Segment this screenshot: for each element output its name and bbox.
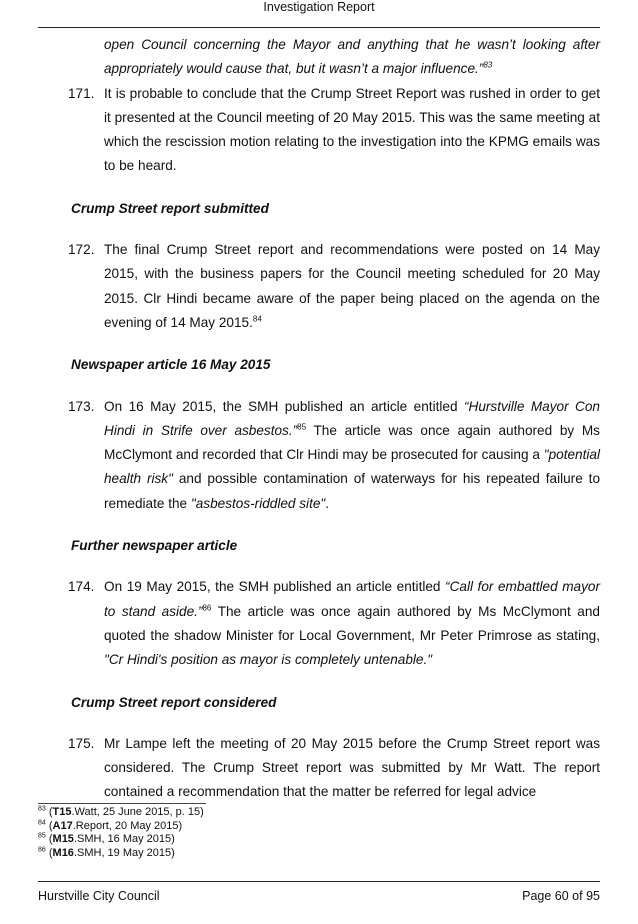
paragraph-174: 174. On 19 May 2015, the SMH published an article entitled “Call for embattled mayor to stand aside.”$^{86}$ The article was once again authored by Ms McClymont and quoted the shadow Minister for Local Government, Mr Peter Primrose as stating, "Cr Hindi's position as mayor is completely untenable." [38,575,600,672]
document-body [38,33,600,805]
footnote-84: $^{84}$ (A17.Report, 20 May 2015) [38,818,183,832]
page-number: Page 60 of 95 [522,889,600,903]
article-title-quote: “Call for embattled mayor to stand aside.” [104,579,600,619]
paragraph-text: Mr Lampe left the meeting of 20 May 2015 before the Crump Street report was considered. The Crump Street report was submitted by Mr Watt. The report contained a recommendation that the matter be referred for legal advice [104,735,600,800]
paragraph-number: 174. [68,579,95,595]
footnote-ref[interactable]: 85 [297,422,307,432]
section-heading: Crump Street report considered [71,694,277,710]
header-title: Investigation Report [263,0,375,14]
paragraph-text: The final Crump Street report and recommendations were posted on 14 May 2015, with the business papers for the Council meeting scheduled for 20 May 2015. Clr Hindi became aware of the paper being placed on the agenda on the evening of 14 May 2015. [104,242,600,330]
footnote-separator [38,803,206,804]
inline-quote: "potential health risk" [104,447,600,487]
paragraph-number: 175. [68,735,95,751]
paragraph-171 [38,82,600,179]
footnote-85: $^{85}$ (M15.SMH, 16 May 2015) [38,832,175,845]
quote-continuation: open Council concerning the Mayor and anything that he wasn’t looking after appropriately would cause that, but it wasn’t a major influence.”$^{83}$ [104,37,600,77]
section-heading: Newspaper article 16 May 2015 [71,357,271,373]
paragraph-text: It is probable to conclude that the Crump Street Report was rushed in order to get it presented at the Council meeting of 20 May 2015. This was the same meeting at which the rescission motion relating to the investigation into the KPMG emails was to be heard. [104,85,600,174]
footnotes [38,806,204,860]
paragraph-172 [38,238,600,335]
section-heading: Further newspaper article [71,538,238,554]
footnote-ref[interactable]: 83 [483,60,493,70]
section-heading: Crump Street report submitted [71,200,269,216]
footer-rule [38,881,600,882]
paragraph-175 [38,732,600,805]
inline-quote: "Cr Hindi's position as mayor is completely untenable." [104,652,433,668]
paragraph-173: 173. On 16 May 2015, the SMH published an article entitled “Hurstville Mayor Con Hindi in Strife over asbestos.”$^{85}$ The article was once again authored by Ms McClymont and recorded that Clr Hindi may be prosecuted for causing a "potential health risk" and possible contamination of waterways for his repeated failure to remediate the "asbestos-riddled site". [38,395,600,516]
paragraph-number: 171. [68,85,95,101]
footnote-86: $^{86}$ (M16.SMH, 19 May 2015) [38,845,175,859]
paragraph-number: 173. [68,398,95,414]
inline-quote: "asbestos-riddled site" [190,495,326,511]
header-rule [38,27,600,28]
page-header [0,0,638,14]
footnote-ref[interactable]: 86 [202,603,212,613]
footnote-83: $^{83}$ (T15.Watt, 25 June 2015, p. 15) [38,805,204,818]
footer-org: Hurstville City Council [38,889,160,903]
page-footer [38,889,600,903]
article-title-quote: “Hurstville Mayor Con Hindi in Strife over asbestos.” [104,398,600,438]
footnote-ref[interactable]: 84 [252,314,262,324]
paragraph-number: 172. [68,242,95,258]
